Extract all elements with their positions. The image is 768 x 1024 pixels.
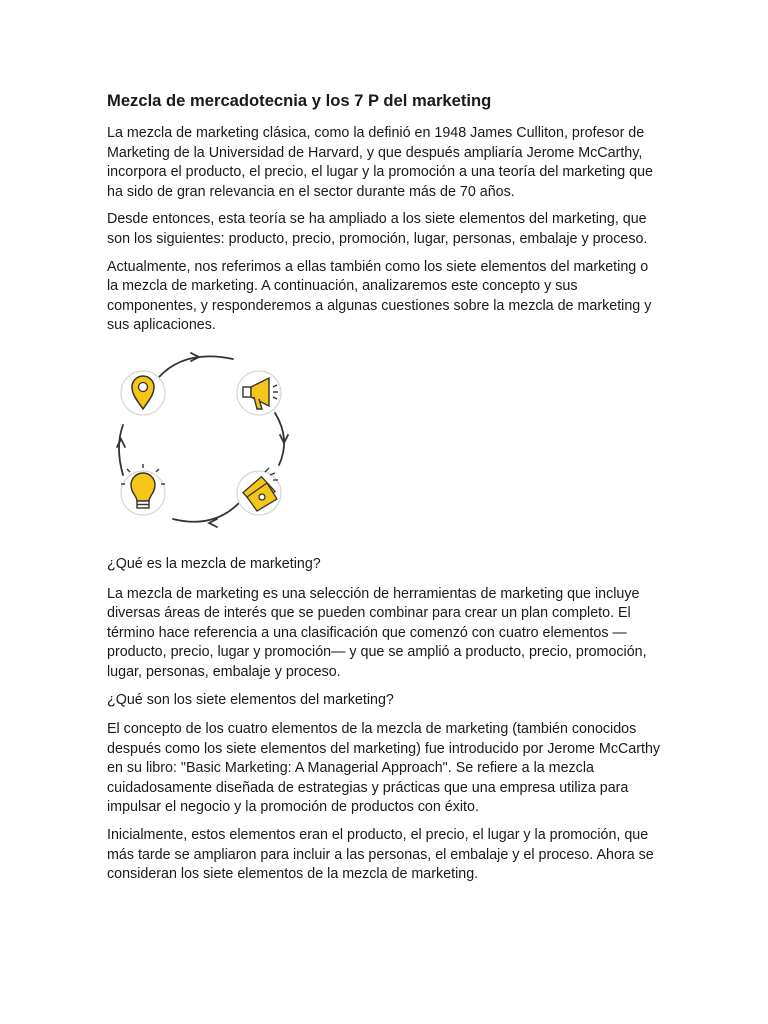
- intro-paragraph-2: Desde entonces, esta teoría se ha ampliado a los siete elementos del marketing, que son los siguientes: producto, precio, promoción, lugar, personas, embalaje y proceso.: [107, 211, 648, 247]
- arc-left: [119, 425, 123, 475]
- intro-paragraph-1: La mezcla de marketing clásica, como la definió en 1948 James Culliton, profesor de Marketing de la Universidad de Harvard, y que después ampliaría Jerome McCarthy, incorpora el producto, el precio, el lugar y la promoción a una teoría del marketing que ha sido de gran relevancia en el sector durante más de 70 años.: [107, 125, 653, 200]
- question-what-is-marketing-mix: ¿Qué es la mezcla de marketing?: [107, 555, 321, 572]
- seven-elements-paragraph-2: Inicialmente, estos elementos eran el producto, el precio, el lugar y la promoción, que más tarde se ampliaron para incluir a las personas, el embalaje y el proceso. Ahora se consideran los siete elementos de la mezcla de marketing.: [107, 827, 654, 883]
- marketing-mix-cycle-diagram: [113, 351, 313, 541]
- arrow-head-left: [117, 439, 125, 447]
- document-content: [107, 90, 663, 893]
- cycle-diagram-svg: [113, 351, 313, 541]
- answer-marketing-mix: La mezcla de marketing es una selección de herramientas de marketing que incluye diversas áreas de interés que se pueden combinar para crear un plan completo. El término hace referencia a una clasificación que comenzó con cuatro elementos —producto, precio, lugar y promoción— y que se amplió a producto, precio, promoción, lugar, personas, embalaje y proceso.: [107, 585, 647, 680]
- intro-paragraph-3: Actualmente, nos referimos a ellas también como los siete elementos del marketing o la mezcla de marketing. A continuación, analizaremos este concepto y sus componentes, y responderemos a algunas cuestiones sobre la mezcla de marketing y sus aplicaciones.: [107, 258, 652, 334]
- seven-elements-paragraph-1: El concepto de los cuatro elementos de la mezcla de marketing (también conocidos después como los siete elementos del marketing) fue introducido por Jerome McCarthy en su libro: "Basic Marketing: A Managerial Approach". Se refiere a la mezcla cuidadosamente diseñada de estrategias y prácticas que una empresa utiliza para impulsar el negocio y la promoción de productos con éxito.: [107, 721, 661, 816]
- document-title: Mezcla de mercadotecnia y los 7 P del marketing: [107, 91, 492, 110]
- question-seven-elements: ¿Qué son los siete elementos del marketing?: [107, 691, 394, 708]
- arc-bottom: [173, 503, 239, 522]
